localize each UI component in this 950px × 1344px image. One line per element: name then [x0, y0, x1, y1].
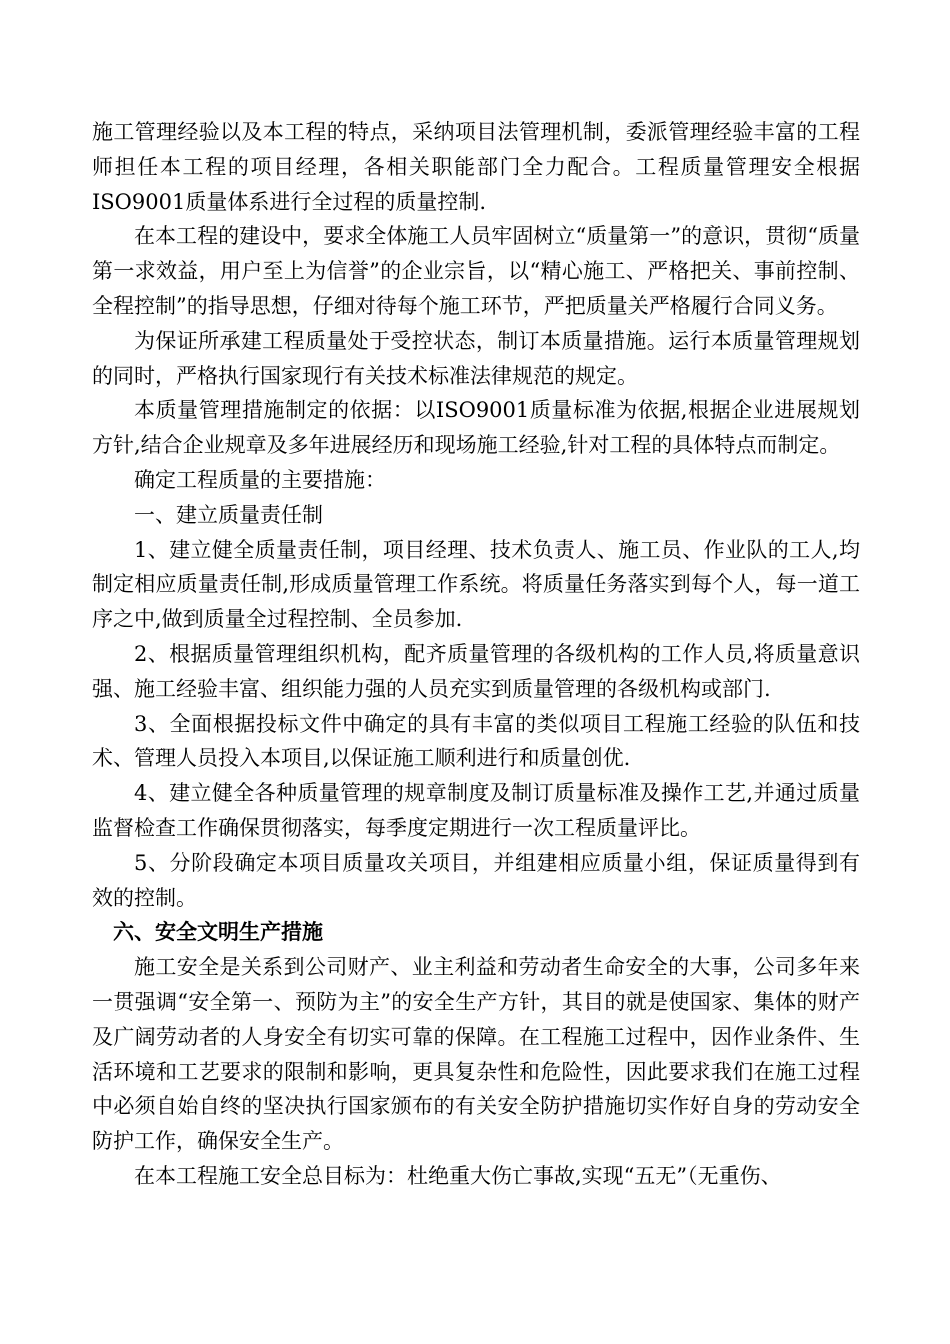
list-item-4: 4、建立健全各种质量管理的规章制度及制订质量标准及操作工艺,并通过质量监督检查工作确保贯彻落实，每季度定期进行一次工程质量评比。 [92, 781, 860, 840]
section-heading-safety: 六、安全文明生产措施 [113, 920, 323, 945]
list-item-3: 3、全面根据投标文件中确定的具有丰富的类似项目工程施工经验的队伍和技术、管理人员投入本项目,以保证施工顺利进行和质量创优. [92, 711, 860, 771]
paragraph-quality-measures: 为保证所承建工程质量处于受控状态，制订本质量措施。运行本质量管理规划的同时，严格执行国家现行有关技术标准法律规范的规定。 [92, 328, 860, 388]
list-item-5: 5、分阶段确定本项目质量攻关项目，并组建相应质量小组，保证质量得到有效的控制。 [92, 850, 860, 910]
paragraph-main-measures: 确定工程质量的主要措施： [134, 467, 386, 492]
paragraph-safety-intro: 施工安全是关系到公司财产、业主利益和劳动者生命安全的大事，公司多年来一贯强调“安全第一、预防为主”的安全生产方针，其目的就是使国家、集体的财产及广阔劳动者的人身安全有切实可靠的保障。在工程施工过程中，因作业条件、生活环境和工艺要求的限制和影响，更具复杂性和危险性，因此要求我们在施工过程中必须自始自终的坚决执行国家颁布的有关安全防护措施切实作好自身的劳动安全防护工作，确保安全生产。 [92, 955, 860, 1154]
list-item-1: 1、建立健全质量责任制，项目经理、技术负责人、施工员、作业队的工人,均制定相应质量责任制,形成质量管理工作系统。将质量任务落实到每个人，每一道工序之中,做到质量全过程控制、全员参加. [92, 537, 860, 632]
paragraph-safety-goal: 在本工程施工安全总目标为：杜绝重大伤亡事故,实现“五无”（无重伤、 [134, 1163, 782, 1188]
document-page [92, 115, 860, 1194]
paragraph-quality-awareness: 在本工程的建设中，要求全体施工人员牢固树立“质量第一”的意识，贯彻“质量第一求效益，用户至上为信誉”的企业宗旨，以“精心施工、严格把关、事前控制、全程控制”的指导思想，仔细对待每个施工环节，严把质量关严格履行合同义务。 [92, 224, 860, 318]
list-item-2: 2、根据质量管理组织机构，配齐质量管理的各级机构的工作人员,将质量意识强、施工经验丰富、组织能力强的人员充实到质量管理的各级机构或部门. [92, 641, 860, 701]
paragraph-intro: 施工管理经验以及本工程的特点，采纳项目法管理机制，委派管理经验丰富的工程师担任本工程的项目经理，各相关职能部门全力配合。工程质量管理安全根据ISO9001质量体系进行全过程的质量控制. [92, 120, 860, 214]
subheading-responsibility: 一、建立质量责任制 [134, 502, 323, 527]
paragraph-basis: 本质量管理措施制定的依据：以ISO9001质量标准为依据,根据企业进展规划方针,结合企业规章及多年进展经历和现场施工经验,针对工程的具体特点而制定。 [92, 398, 860, 458]
